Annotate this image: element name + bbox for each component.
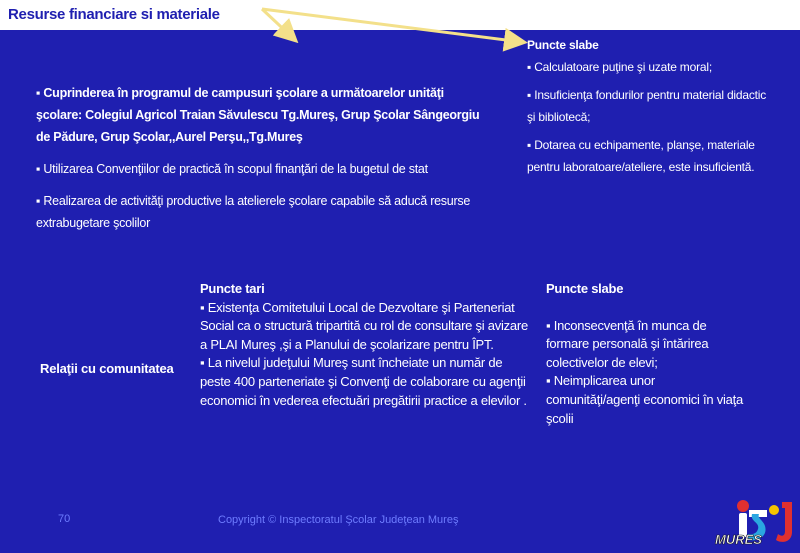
slide-title: Resurse financiare si materiale — [8, 6, 220, 23]
community-strength-item: ▪ Existenţa Comitetului Local de Dezvoltare şi Parteneriat Social ca o structură tripartită cu rol de consultare şi avizare a PLAI Mureş ,şi a Planului de şcolarizare pentru ÎPT. — [200, 299, 528, 352]
page-number: 70 — [58, 513, 71, 525]
community-weakness-item: ▪ Inconsecvenţă în munca de formare personală şi întărirea colectivelor de elevi; — [546, 317, 709, 370]
copyright-text: Copyright © Inspectoratul Şcolar Judeţean Mureş — [218, 514, 459, 526]
community-weaknesses-header: Puncte slabe — [546, 281, 624, 296]
strength-top-item: ▪ Utilizarea Convenţiilor de practică în scopul finanţări de la bugetul de stat — [36, 162, 428, 176]
arrow-line-2 — [262, 9, 522, 42]
strength-top-item: ▪ Realizarea de activităţi productive la atelierele şcolare capabile să aducă resurse extrabugetare şcolilor — [36, 194, 471, 230]
weak-top-item: ▪ Insuficienţa fondurilor pentru material didactic şi bibliotecă; — [527, 88, 767, 124]
community-label: Relaţii cu comunitatea — [40, 361, 174, 376]
community-weaknesses — [546, 280, 746, 428]
community-strengths-header: Puncte tari — [200, 281, 265, 296]
community-strengths — [200, 280, 535, 410]
strengths-top — [36, 82, 486, 244]
community-strength-item: ▪ La nivelul judeţului Mureş sunt încheiate un număr de peste 400 parteneriate şi Convenţi de colaborare cu agenţii economici în vederea efectuări pregătirii practice a elevilor . — [200, 355, 527, 408]
strength-top-item: ▪ Cuprinderea în programul de campusuri şcolare a următoarelor unităţi şcolare: Colegiul Agricol Traian Săvulescu Tg.Mureş, Grup Şcolar Sângeorgiu de Pădure, Grup Şcolar,,Aurel Perşu,,Tg.Mureş — [36, 86, 480, 144]
weak-top-item: ▪ Calculatoare puţine şi uzate moral; — [527, 60, 712, 74]
weak-top-header: Puncte slabe — [527, 38, 599, 52]
logo-text: MURES — [715, 532, 762, 547]
weak-points-top — [527, 34, 777, 184]
community-weakness-item: ▪ Neimplicarea unor comunităţi/agenţi economici în viaţa şcolii — [546, 373, 743, 426]
weak-top-item: ▪ Dotarea cu echipamente, planşe, materiale pentru laboratoare/ateliere, este insuficientă. — [527, 138, 755, 174]
ise-mures-logo — [712, 496, 798, 550]
